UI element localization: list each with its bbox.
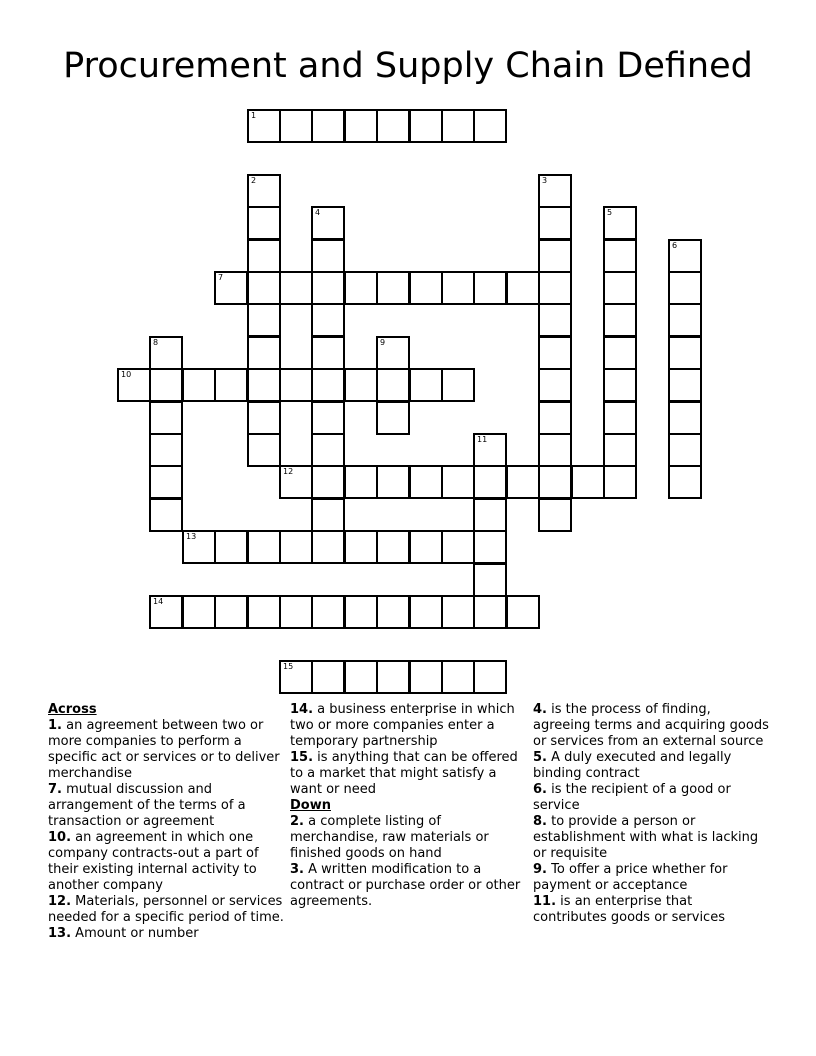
cell-number: 10 (121, 370, 132, 379)
grid-cell[interactable] (376, 660, 410, 694)
clue-text: to provide a person or establishment with what is lacking or requisite (533, 814, 759, 861)
grid-cell[interactable] (538, 239, 572, 273)
grid-cell[interactable] (279, 595, 313, 629)
clue-column-3 (533, 702, 769, 926)
cell-number: 14 (153, 597, 164, 606)
grid-cell[interactable] (473, 498, 507, 532)
grid-cell[interactable] (409, 109, 443, 143)
clue-text: A written modification to a contract or purchase order or other agreements. (290, 862, 521, 909)
grid-cell[interactable] (603, 206, 637, 240)
grid-cell[interactable] (247, 271, 281, 305)
clue-text: is an enterprise that contributes goods or services (533, 894, 725, 925)
grid-cell[interactable] (376, 465, 410, 499)
grid-cell[interactable] (473, 530, 507, 564)
grid-cell[interactable] (409, 595, 443, 629)
grid-cell[interactable] (538, 368, 572, 402)
grid-cell[interactable] (473, 660, 507, 694)
clue-text: is the process of finding, agreeing terms and acquiring goods or services from an external source (533, 702, 769, 749)
clue-number: 5. (533, 750, 547, 765)
grid-cell[interactable] (506, 271, 540, 305)
grid-cell[interactable] (311, 336, 345, 370)
cell-number: 3 (542, 176, 548, 185)
grid-cell[interactable] (344, 109, 378, 143)
grid-cell[interactable] (441, 660, 475, 694)
grid-cell[interactable] (344, 465, 378, 499)
across-clue (290, 750, 526, 798)
grid-cell[interactable] (149, 433, 183, 467)
grid-cell[interactable] (247, 109, 281, 143)
grid-cell[interactable] (441, 271, 475, 305)
clue-number: 11. (533, 894, 557, 909)
grid-cell[interactable] (376, 401, 410, 435)
grid-cell[interactable] (668, 465, 702, 499)
grid-cell[interactable] (668, 239, 702, 273)
grid-cell[interactable] (538, 433, 572, 467)
grid-cell[interactable] (409, 530, 443, 564)
clue-number: 4. (533, 702, 547, 717)
grid-cell[interactable] (311, 595, 345, 629)
grid-cell[interactable] (344, 660, 378, 694)
clue-text: mutual discussion and arrangement of the terms of a transaction or agreement (48, 782, 246, 829)
grid-cell[interactable] (538, 465, 572, 499)
cell-number: 6 (672, 241, 678, 250)
cell-number: 11 (477, 435, 488, 444)
grid-cell[interactable] (538, 401, 572, 435)
grid-cell[interactable] (668, 336, 702, 370)
clue-text: a business enterprise in which two or more companies enter a temporary partnership (290, 702, 515, 749)
grid-cell[interactable] (441, 465, 475, 499)
grid-cell[interactable] (247, 433, 281, 467)
across-heading: Across (48, 702, 97, 717)
grid-cell[interactable] (506, 595, 540, 629)
cell-number: 4 (315, 208, 321, 217)
grid-cell[interactable] (247, 368, 281, 402)
grid-cell[interactable] (279, 530, 313, 564)
clue-number: 2. (290, 814, 304, 829)
grid-cell[interactable] (344, 271, 378, 305)
grid-cell[interactable] (376, 530, 410, 564)
grid-cell[interactable] (149, 465, 183, 499)
clue-text: Materials, personnel or services needed for a specific period of time. (48, 894, 284, 925)
down-heading: Down (290, 798, 331, 813)
clue-text: To offer a price whether for payment or acceptance (533, 862, 728, 893)
grid-cell[interactable] (473, 465, 507, 499)
down-clue (533, 894, 769, 926)
grid-cell[interactable] (247, 595, 281, 629)
grid-cell[interactable] (668, 368, 702, 402)
grid-cell[interactable] (603, 433, 637, 467)
clue-number: 6. (533, 782, 547, 797)
grid-cell[interactable] (247, 303, 281, 337)
grid-cell[interactable] (473, 433, 507, 467)
grid-cell[interactable] (603, 239, 637, 273)
grid-cell[interactable] (376, 109, 410, 143)
grid-cell[interactable] (441, 595, 475, 629)
grid-cell[interactable] (279, 465, 313, 499)
grid-cell[interactable] (603, 303, 637, 337)
down-clue (290, 814, 526, 862)
clue-number: 3. (290, 862, 304, 877)
grid-cell[interactable] (311, 530, 345, 564)
down-clue (533, 702, 769, 750)
across-clue (48, 782, 284, 830)
grid-cell[interactable] (344, 530, 378, 564)
cell-number: 2 (251, 176, 257, 185)
clue-column-1 (48, 702, 284, 942)
grid-cell[interactable] (149, 336, 183, 370)
grid-cell[interactable] (311, 433, 345, 467)
grid-cell[interactable] (376, 595, 410, 629)
grid-cell[interactable] (538, 174, 572, 208)
grid-cell[interactable] (247, 174, 281, 208)
clue-text: Amount or number (75, 926, 199, 941)
cell-number: 9 (380, 338, 386, 347)
clue-text: A duly executed and legally binding contract (533, 750, 732, 781)
clue-number: 9. (533, 862, 547, 877)
clue-number: 7. (48, 782, 62, 797)
grid-cell[interactable] (311, 368, 345, 402)
across-clue (48, 830, 284, 894)
grid-cell[interactable] (376, 271, 410, 305)
clue-text: an agreement between two or more companies to perform a specific act or services or to deliver merchandise (48, 718, 280, 781)
across-clue (48, 926, 284, 942)
grid-cell[interactable] (441, 109, 475, 143)
grid-cell[interactable] (247, 239, 281, 273)
grid-cell[interactable] (214, 530, 248, 564)
grid-cell[interactable] (311, 401, 345, 435)
clue-number: 15. (290, 750, 314, 765)
grid-cell[interactable] (603, 465, 637, 499)
grid-cell[interactable] (376, 368, 410, 402)
grid-cell[interactable] (409, 271, 443, 305)
clue-number: 1. (48, 718, 62, 733)
grid-cell[interactable] (603, 336, 637, 370)
grid-cell[interactable] (279, 109, 313, 143)
down-clue (533, 750, 769, 782)
grid-cell[interactable] (311, 498, 345, 532)
grid-cell[interactable] (473, 563, 507, 597)
grid-cell[interactable] (409, 368, 443, 402)
grid-cell[interactable] (409, 660, 443, 694)
grid-cell[interactable] (182, 595, 216, 629)
grid-cell[interactable] (182, 530, 216, 564)
cell-number: 8 (153, 338, 159, 347)
grid-cell[interactable] (311, 109, 345, 143)
grid-cell[interactable] (538, 498, 572, 532)
grid-cell[interactable] (441, 530, 475, 564)
grid-cell[interactable] (538, 206, 572, 240)
grid-cell[interactable] (668, 271, 702, 305)
grid-cell[interactable] (279, 660, 313, 694)
down-clue (533, 814, 769, 862)
grid-cell[interactable] (538, 336, 572, 370)
grid-cell[interactable] (603, 401, 637, 435)
grid-cell[interactable] (441, 368, 475, 402)
grid-cell[interactable] (214, 368, 248, 402)
grid-cell[interactable] (247, 401, 281, 435)
grid-cell[interactable] (603, 271, 637, 305)
grid-cell[interactable] (311, 660, 345, 694)
across-clue (290, 702, 526, 750)
grid-cell[interactable] (668, 433, 702, 467)
grid-cell[interactable] (149, 595, 183, 629)
cell-number: 15 (283, 662, 294, 671)
grid-cell[interactable] (182, 368, 216, 402)
down-clue (533, 862, 769, 894)
grid-cell[interactable] (344, 368, 378, 402)
down-clue (290, 862, 526, 910)
across-clue (48, 894, 284, 926)
grid-cell[interactable] (473, 109, 507, 143)
cell-number: 13 (186, 532, 197, 541)
grid-cell[interactable] (311, 303, 345, 337)
cell-number: 1 (251, 111, 257, 120)
cell-number: 5 (607, 208, 613, 217)
clue-column-2 (290, 702, 526, 910)
clue-number: 13. (48, 926, 72, 941)
grid-cell[interactable] (311, 206, 345, 240)
grid-cell[interactable] (279, 271, 313, 305)
grid-cell[interactable] (506, 465, 540, 499)
clue-text: is the recipient of a good or service (533, 782, 731, 813)
grid-cell[interactable] (247, 336, 281, 370)
grid-cell[interactable] (571, 465, 605, 499)
grid-cell[interactable] (214, 595, 248, 629)
cell-number: 12 (283, 467, 294, 476)
grid-cell[interactable] (473, 595, 507, 629)
grid-cell[interactable] (344, 595, 378, 629)
grid-cell[interactable] (473, 271, 507, 305)
grid-cell[interactable] (311, 239, 345, 273)
grid-cell[interactable] (279, 368, 313, 402)
grid-cell[interactable] (117, 368, 151, 402)
cell-number: 7 (218, 273, 224, 282)
grid-cell[interactable] (668, 303, 702, 337)
grid-cell[interactable] (409, 465, 443, 499)
grid-cell[interactable] (149, 368, 183, 402)
down-clue (533, 782, 769, 814)
grid-cell[interactable] (538, 303, 572, 337)
grid-cell[interactable] (668, 401, 702, 435)
grid-cell[interactable] (247, 530, 281, 564)
grid-cell[interactable] (311, 465, 345, 499)
clue-number: 8. (533, 814, 547, 829)
clue-text: a complete listing of merchandise, raw materials or finished goods on hand (290, 814, 489, 861)
grid-cell[interactable] (214, 271, 248, 305)
clue-text: is anything that can be offered to a market that might satisfy a want or need (290, 750, 518, 797)
grid-cell[interactable] (149, 498, 183, 532)
grid-cell[interactable] (149, 401, 183, 435)
grid-cell[interactable] (603, 368, 637, 402)
across-clue (48, 718, 284, 782)
grid-cell[interactable] (247, 206, 281, 240)
grid-cell[interactable] (376, 336, 410, 370)
page-title: Procurement and Supply Chain Defined (63, 46, 753, 86)
clue-number: 14. (290, 702, 314, 717)
clue-number: 10. (48, 830, 72, 845)
clue-number: 12. (48, 894, 72, 909)
clue-text: an agreement in which one company contracts-out a part of their existing internal activity to another company (48, 830, 259, 893)
grid-cell[interactable] (538, 271, 572, 305)
grid-cell[interactable] (311, 271, 345, 305)
